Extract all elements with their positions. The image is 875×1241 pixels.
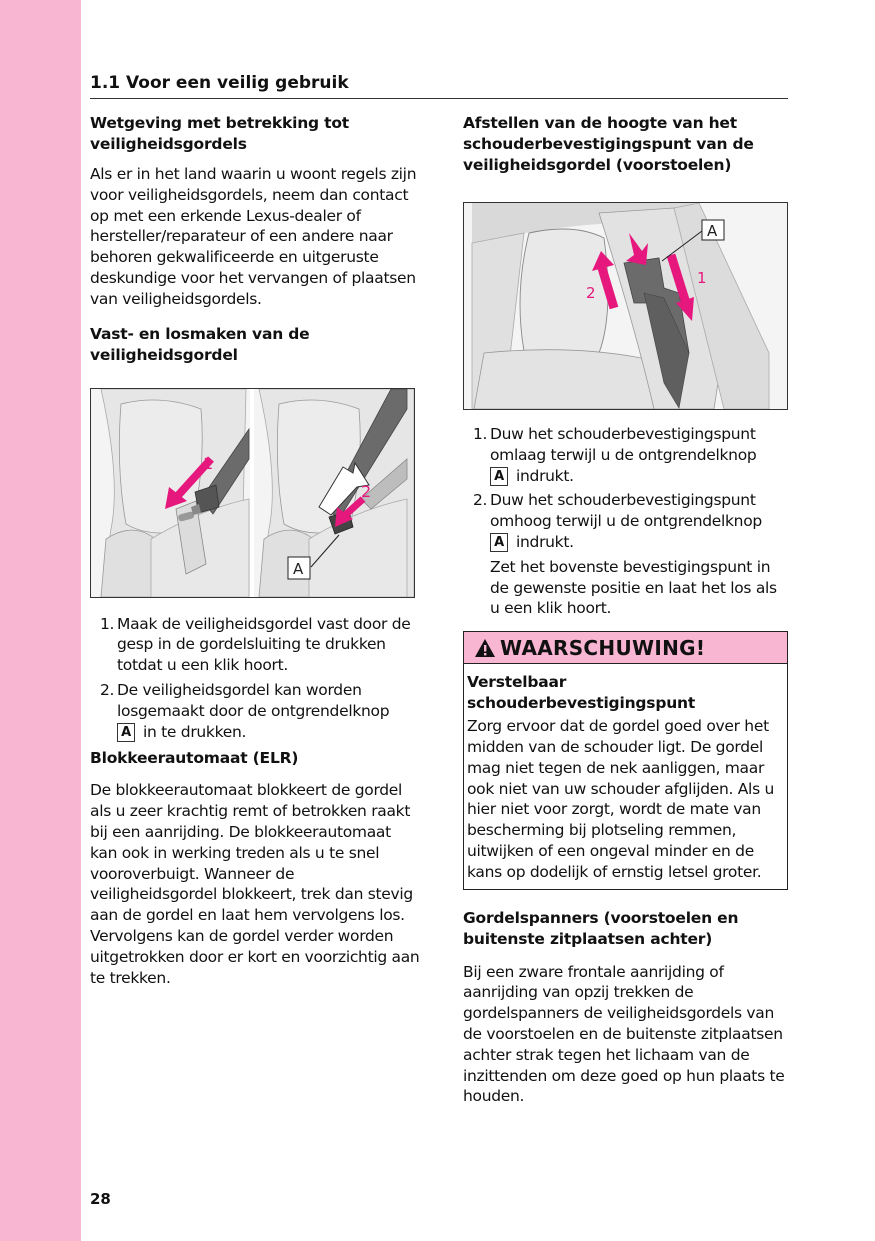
shoulder-anchor-illustration — [464, 203, 787, 409]
page-header — [90, 73, 788, 99]
callout-a: A — [293, 559, 304, 578]
warning-body — [464, 664, 787, 888]
warning-title: WAARSCHUWING! — [500, 636, 706, 661]
right-column — [463, 113, 788, 1116]
warning-box — [463, 631, 788, 889]
svg-text:1: 1 — [203, 453, 214, 473]
steps-shoulder-anchor — [463, 424, 788, 553]
warning-text: Zorg ervoor dat de gordel goed over het midden van de schouder ligt. De gordel mag niet tegen de nek aanliggen, maar ook niet van uw schouder afglijden. Als u hier niet voor zorgt, wordt de mate van bescherming bij plotseling remmen, uitwijken of een ongeval minder en de kans op dodelijk of ernstig letsel groter. — [467, 717, 774, 881]
buckle-illustration — [91, 389, 414, 597]
release-button-a-icon: A — [490, 533, 508, 552]
heading-shoulder-anchor: Afstellen van de hoogte van het schouderbevestigingspunt van de veiligheidsgordel (voorstoelen) — [463, 114, 754, 174]
step-item: 1. Maak de veiligheidsgordel vast door de gesp in de gordelsluiting te drukken totdat u een klik hoort. — [100, 614, 411, 675]
svg-text:2: 2 — [586, 284, 596, 302]
svg-text:2: 2 — [361, 481, 372, 501]
heading-elr: Blokkeerautomaat (ELR) — [90, 749, 299, 768]
panel-2 — [259, 389, 414, 597]
left-column — [90, 113, 420, 997]
release-button-a-icon: A — [490, 467, 508, 486]
heading-fasten-release: Vast- en losmaken van de veiligheidsgordel — [90, 324, 310, 364]
heading-pretensioners: Gordelspanners (voorstoelen en buitenste zitplaatsen achter) — [463, 908, 739, 948]
heading-legislation: Wetgeving met betrekking tot veiligheidsgordels — [90, 114, 349, 153]
warning-subheading: Verstelbaar schouderbevestigingspunt — [467, 673, 696, 713]
header-rule — [90, 98, 788, 99]
paragraph-elr: De blokkeerautomaat blokkeert de gordel als u zeer krachtig remt of betrokken raakt bij een aanrijding. De blokkeerautomaat kan ook in werking treden als u te snel vooroverbuigt. Wanneer de veiligheidsgordel blokkeert, trek dan stevig aan de gordel en laat hem vervolgens los. Vervolgens kan de gordel verder worden uitgetrokken door er kort en voorzichtig aan te trekken. — [90, 781, 420, 987]
step-item: 2. Duw het schouderbevestigingspunt omhoog terwijl u de ontgrendelknop A indrukt. — [473, 491, 762, 551]
page-number: 28 — [90, 1190, 111, 1208]
section-title: 1.1 Voor een veilig gebruik — [90, 73, 349, 93]
paragraph-legislation: Als er in het land waarin u woont regels zijn voor veiligheidsgordels, neem dan contact op met een erkende Lexus-dealer of hersteller/reparateur of een andere naar behoren gekwalificeerde en uitgeruste deskundige voor het vervangen of plaatsen van veiligheidsgordels. — [90, 165, 417, 308]
steps-fasten-release — [90, 614, 420, 743]
release-button-a-icon: A — [117, 723, 135, 742]
step-item: 1. Duw het schouderbevestigingspunt omlaag terwijl u de ontgrendelknop A indrukt. — [473, 425, 757, 485]
step-item: 2. De veiligheidsgordel kan worden losgemaakt door de ontgrendelknop A in te drukken. — [100, 680, 390, 741]
paragraph-pretensioners: Bij een zware frontale aanrijding of aanrijding van opzij trekken de gordelspanners de veiligheidsgordels van de voorstoelen en de buitenste zitplaatsen achter strak tegen het lichaam van de inzittenden om deze goed op hun plaats te houden. — [463, 962, 785, 1106]
panel-1 — [101, 389, 249, 597]
figure-buckle-seatbelt — [90, 388, 415, 598]
warning-triangle-icon — [474, 638, 496, 658]
callout-a: A — [707, 222, 718, 240]
note-set-anchor: Zet het bovenste bevestigingspunt in de gewenste positie en laat het los als u een klik hoort. — [490, 557, 777, 618]
figure-shoulder-anchor — [463, 202, 788, 410]
warning-header — [464, 632, 787, 664]
svg-text:1: 1 — [697, 269, 707, 287]
chapter-side-tab — [0, 0, 81, 1241]
